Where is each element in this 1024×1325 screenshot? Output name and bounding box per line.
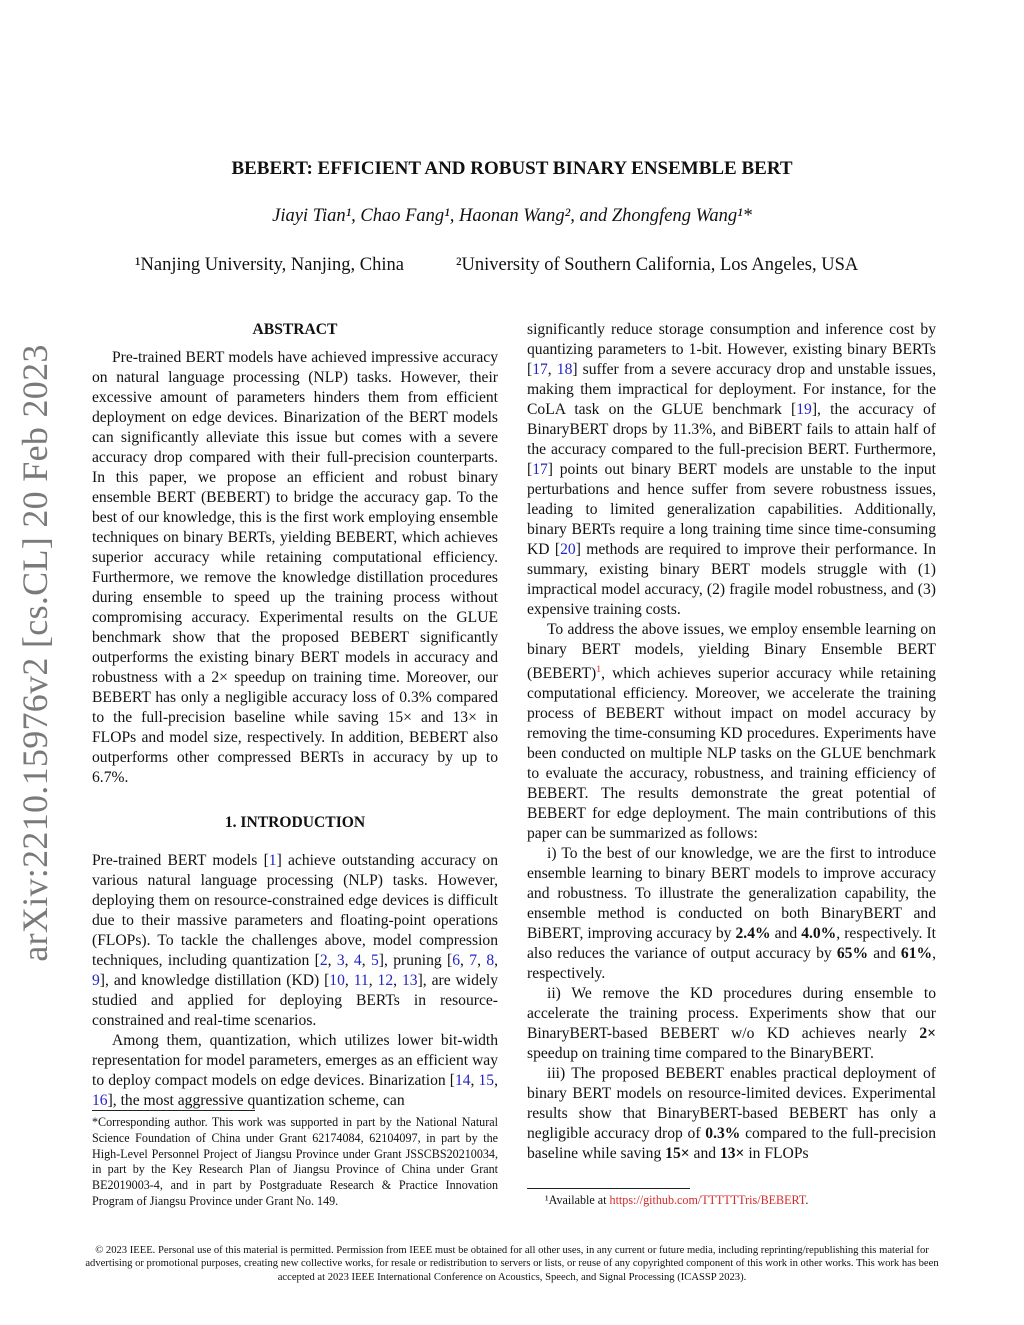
citation-link[interactable]: 20 [560,541,576,558]
left-column [92,320,498,1111]
citation-link[interactable]: 14 [454,1072,471,1089]
citation-link[interactable]: 8 [486,952,495,969]
citation-link[interactable]: 18 [556,361,573,378]
citation-link[interactable]: 7 [469,952,478,969]
citation-link[interactable]: 15 [478,1072,495,1089]
right-column [527,320,936,1164]
footnote-marker[interactable]: 1 [596,664,602,675]
citation-link[interactable]: 13 [401,972,418,989]
citation-link[interactable]: 3 [336,952,345,969]
contribution-2: ii) We remove the KD procedures during ensemble to accelerate the training process. Experiments show that our BinaryBERT-based BEBERT w/o KD achieves nearly 2× speedup on training time compared to the BinaryBERT. [527,985,936,1063]
citation-link[interactable]: 17 [532,461,548,478]
intro-paragraph-2-cont: significantly reduce storage consumption and inference cost by quantizing parameters to 1-bit. However, existing binary BERTs [17, 18] suffer from a severe accuracy drop and unstable issues, making them impractical for deployment. For instance, for the CoLA task on the GLUE benchmark [19], the accuracy of BinaryBERT drops by 11.3%, and BiBERT fails to attain half of the accuracy compared to the full-precision BERT. Furthermore, [17] points out binary BERT models are unstable to the input perturbations and hence suffer from severe robustness issues, leading to limited generalization capabilities. Additionally, binary BERTs require a long training time since time-consuming KD [20] methods are required to improve their performance. In summary, existing binary BERT models struggle with (1) impractical model accuracy, (2) fragile model robustness, and (3) expensive training costs. [527,321,937,618]
intro-paragraph-1: Pre-trained BERT models [1] achieve outstanding accuracy on various natural language processing (NLP) tasks. However, deploying them on resource-constrained edge devices is difficult due to their massive parameters and floating-point operations (FLOPs). To tackle the challenges above, model compression techniques, including quantization [2, 3, 4, 5], pruning [6, 7, 8, 9], and knowledge distillation (KD) [10, 11, 12, 13], are widely studied and applied for deploying BERTs in resource-constrained and real-time scenarios. [92,852,499,1029]
citation-link[interactable]: 4 [353,952,362,969]
intro-paragraph-2-start: Among them, quantization, which utilizes lower bit-width representation for model parameters, emerges as an efficient way to deploy compact models on edge devices. Binarization [14, 15, 16], the most aggressive quantization scheme, can [92,1032,498,1109]
footnote-divider [92,1110,255,1111]
citation-link[interactable]: 19 [796,401,812,418]
abstract-text: Pre-trained BERT models have achieved impressive accuracy on natural language processing (NLP) tasks. However, their excessive amount of parameters hinders them from efficient deployment on edge devices. Binarization of the BERT models can significantly alleviate this issue but comes with a severe accuracy drop compared with their full-precision counterparts. In this paper, we propose an efficient and robust binary ensemble BERT (BEBERT) to bridge the accuracy gap. To the best of our knowledge, this is the first work employing ensemble techniques on binary BERTs, yielding BEBERT, which achieves superior accuracy while retaining computational efficiency. Furthermore, we remove the knowledge distillation procedures during ensemble to speed up the training process without compromising accuracy. Experimental results on the GLUE benchmark show that the proposed BEBERT significantly outperforms the existing binary BERT models in accuracy and robustness with a 2× speedup on training time. Moreover, our BEBERT has only a negligible accuracy loss of 0.3% compared to the full-precision baseline while saving 15× and 13× in FLOPs and model size, respectively. In addition, BEBERT also outperforms other compressed BERTs in accuracy by up to 6.7%. [92,349,498,786]
citation-link[interactable]: 1 [268,852,277,869]
abstract-heading: ABSTRACT [252,321,338,338]
citation-link[interactable]: 5 [370,952,379,969]
copyright-notice: © 2023 IEEE. Personal use of this material is permitted. Permission from IEEE must be obtained for all other uses, in any current or future media, including reprinting/republishing this material for advertising or promotional purposes, creating new collective works, for resale or redistribution to servers or lists, or reuse of any copyrighted component of this work in other works. This work has been accepted at 2023 IEEE International Conference on Acoustics, Speech, and Signal Processing (ICASSP 2023). [85,1245,939,1283]
author-list: Jiayi Tian¹, Chao Fang¹, Haonan Wang², and Zhongfeng Wang¹* [272,206,752,226]
citation-link[interactable]: 17 [532,361,548,378]
corresponding-author-footnote: *Corresponding author. This work was supported in part by the National Natural Science Foundation of China under Grant 62174084, 62104097, in part by the High-Level Personnel Project of Jiangsu Province under Grant JSSCBS20210034, in part by the Key Research Plan of Jiangsu Province of China under Grant BE2019003-4, and in part by Postgraduate Research & Practice Innovation Program of Jiangsu Province under Grant No. 149. [92,1115,498,1208]
citation-link[interactable]: 2 [319,952,328,969]
affiliation-nanjing: ¹Nanjing University, Nanjing, China [135,255,404,275]
citation-link[interactable]: 6 [452,952,461,969]
intro-paragraph-3: To address the above issues, we employ ensemble learning on binary BERT models, yielding Binary Ensemble BERT (BEBERT)$^1$, which achieves superior accuracy while retaining computational efficiency. Moreover, we accelerate the training process of BEBERT without impact on model accuracy by removing the time-consuming KD procedures. Experiments have been conducted on multiple NLP tasks on the GLUE benchmark to evaluate the accuracy, robustness, and training efficiency of BEBERT. The results demonstrate the great potential of BEBERT for edge deployment. The main contributions of this paper can be summarized as follows: [527,621,936,843]
github-link[interactable]: https://github.com/TTTTTTris/BEBERT [609,1193,806,1207]
affiliation-usc: ²University of Southern California, Los Angeles, USA [456,255,859,275]
contribution-3: iii) The proposed BEBERT enables practical deployment of binary BERT models on resource-limited devices. Experimental results show that BinaryBERT-based BEBERT has only a negligible accuracy drop of 0.3% compared to the full-precision baseline while saving 15× and 13× in FLOPs [527,1065,936,1163]
contribution-1: i) To the best of our knowledge, we are the first to introduce ensemble learning to binary BERT models to improve accuracy and robustness. To illustrate the generalization capability, the ensemble method is conducted on both BinaryBERT and BiBERT, improving accuracy by 2.4% and 4.0%, respectively. It also reduces the variance of output accuracy by 65% and 61%, respectively. [527,845,937,983]
introduction-heading: 1. INTRODUCTION [224,814,366,831]
citation-link[interactable]: 11 [353,972,369,989]
footnote-divider [527,1188,690,1189]
citation-link[interactable]: 9 [92,972,100,989]
paper-title: BEBERT: EFFICIENT AND ROBUST BINARY ENSEMBLE BERT [231,158,793,179]
citation-link[interactable]: 10 [329,972,345,989]
citation-link[interactable]: 16 [92,1092,108,1109]
code-availability-footnote: ¹Available at https://github.com/TTTTTTris/BEBERT. [545,1193,809,1207]
citation-link[interactable]: 12 [377,972,394,989]
arxiv-identifier: arXiv:2210.15976v2 [cs.CL] 20 Feb 2023 [15,344,55,962]
